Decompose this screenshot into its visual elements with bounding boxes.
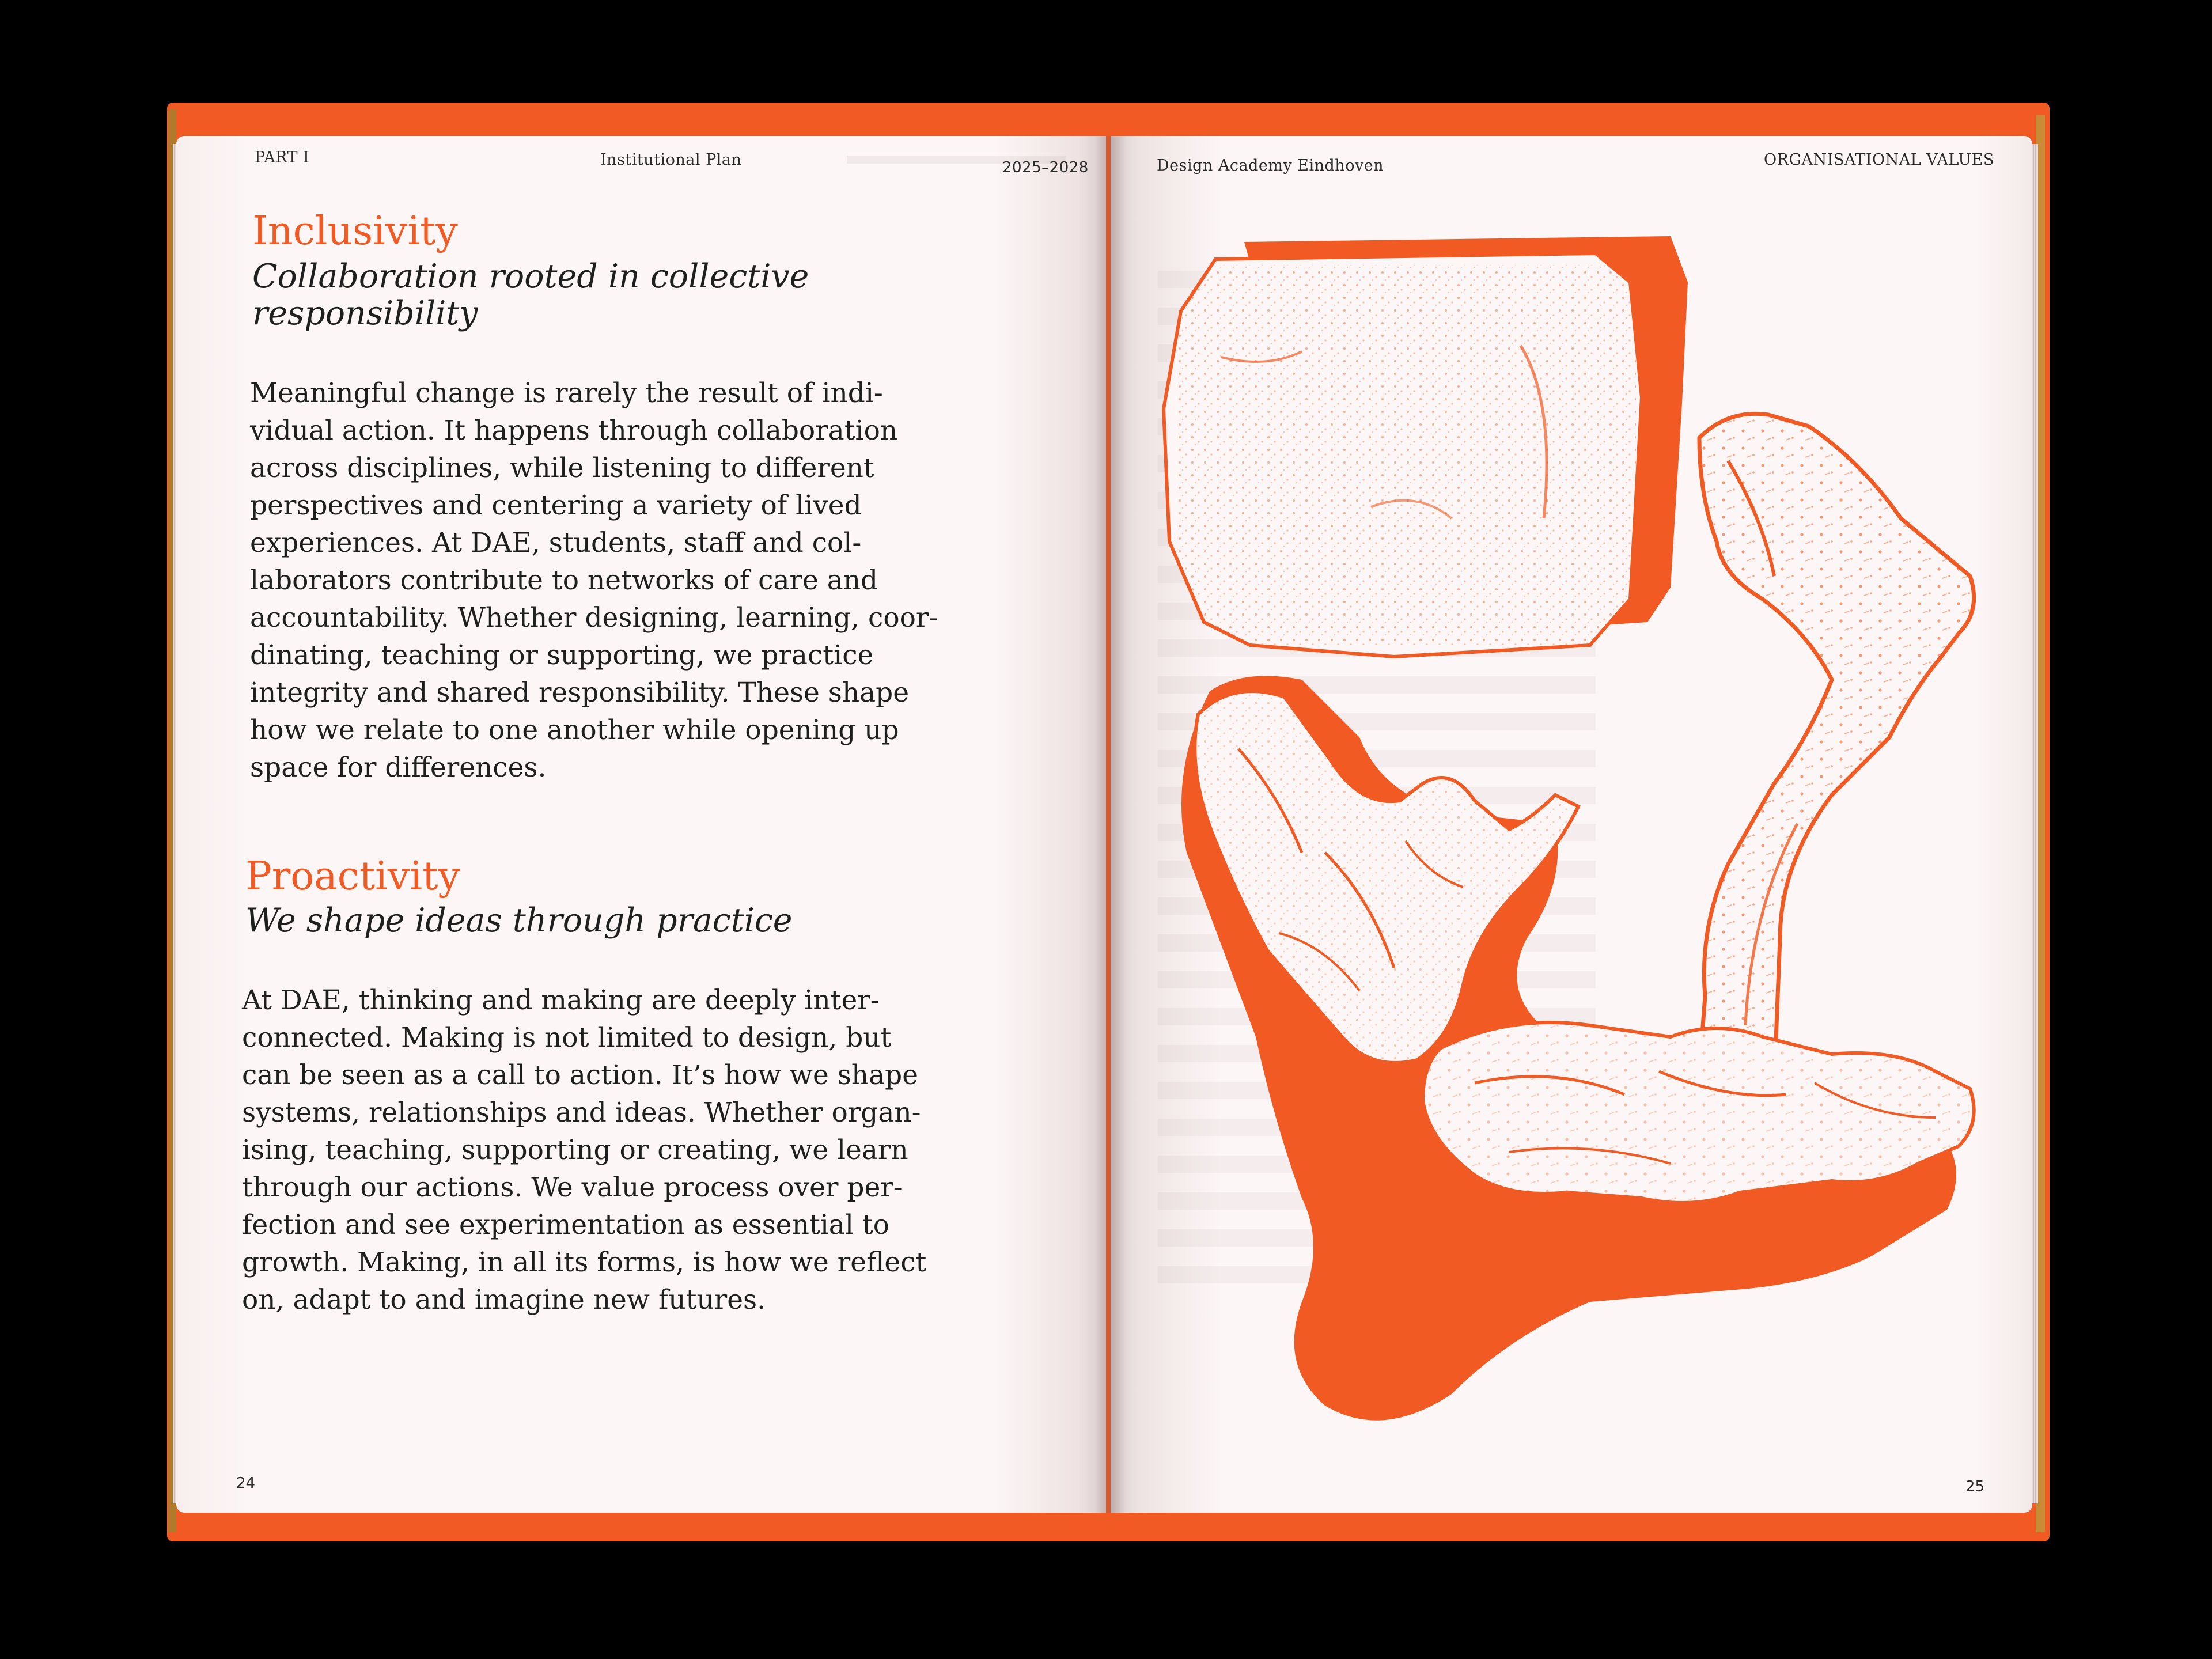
body-line: space for differences. (250, 752, 547, 783)
body-line: through our actions. We value process over per- (242, 1172, 903, 1203)
page-stack-right (2032, 144, 2038, 1503)
body-line: can be seen as a call to action. It’s how we shape (242, 1059, 919, 1091)
subtitle-line: Collaboration rooted in collective (252, 257, 809, 296)
body-line: ising, teaching, supporting or creating, we learn (242, 1134, 908, 1166)
section-subtitle-proactivity (245, 902, 793, 939)
body-line: fection and see experimentation as essential to (242, 1209, 889, 1241)
running-header-institution: Design Academy Eindhoven (1157, 157, 1384, 175)
body-line: growth. Making, in all its forms, is how we reflect (242, 1247, 927, 1278)
subtitle-line: We shape ideas through practice (245, 902, 793, 940)
section-subtitle-inclusivity (252, 258, 809, 332)
body-line: perspectives and centering a variety of lived (250, 490, 862, 521)
subtitle-line: responsibility (252, 294, 478, 332)
running-header-plan: Institutional Plan (600, 151, 742, 169)
body-line: Meaningful change is rarely the result of indi- (250, 377, 883, 409)
page-number-right: 25 (1965, 1478, 1985, 1495)
body-line: vidual action. It happens through collaboration (250, 415, 898, 446)
body-line: integrity and shared responsibility. These shape (250, 677, 910, 709)
body-line: systems, relationships and ideas. Whether organ- (242, 1097, 921, 1128)
section-title-inclusivity: Inclusivity (252, 209, 458, 254)
body-line: At DAE, thinking and making are deeply inter- (242, 984, 880, 1016)
body-line: across disciplines, while listening to different (250, 452, 874, 484)
orange-rock-sculpture-illustration (1152, 219, 2005, 1446)
section-body-proactivity (242, 982, 926, 1319)
gutter-shadow (1094, 136, 1127, 1513)
running-header-part: PART I (255, 149, 310, 166)
body-line: experiences. At DAE, students, staff and col- (250, 527, 862, 559)
body-line: laborators contribute to networks of care and (250, 565, 878, 596)
running-header-section: ORGANISATIONAL VALUES (1764, 151, 1994, 169)
page-number-left: 24 (236, 1475, 256, 1492)
running-header-years: 2025–2028 (1002, 159, 1089, 176)
section-title-proactivity: Proactivity (245, 854, 460, 899)
body-line: accountability. Whether designing, learning, coor- (250, 602, 938, 634)
body-line: how we relate to one another while opening up (250, 714, 899, 746)
body-line: dinating, teaching or supporting, we practice (250, 639, 874, 671)
body-line: connected. Making is not limited to design, but (242, 1022, 892, 1054)
section-body-inclusivity (250, 374, 938, 786)
body-line: on, adapt to and imagine new futures. (242, 1284, 766, 1316)
